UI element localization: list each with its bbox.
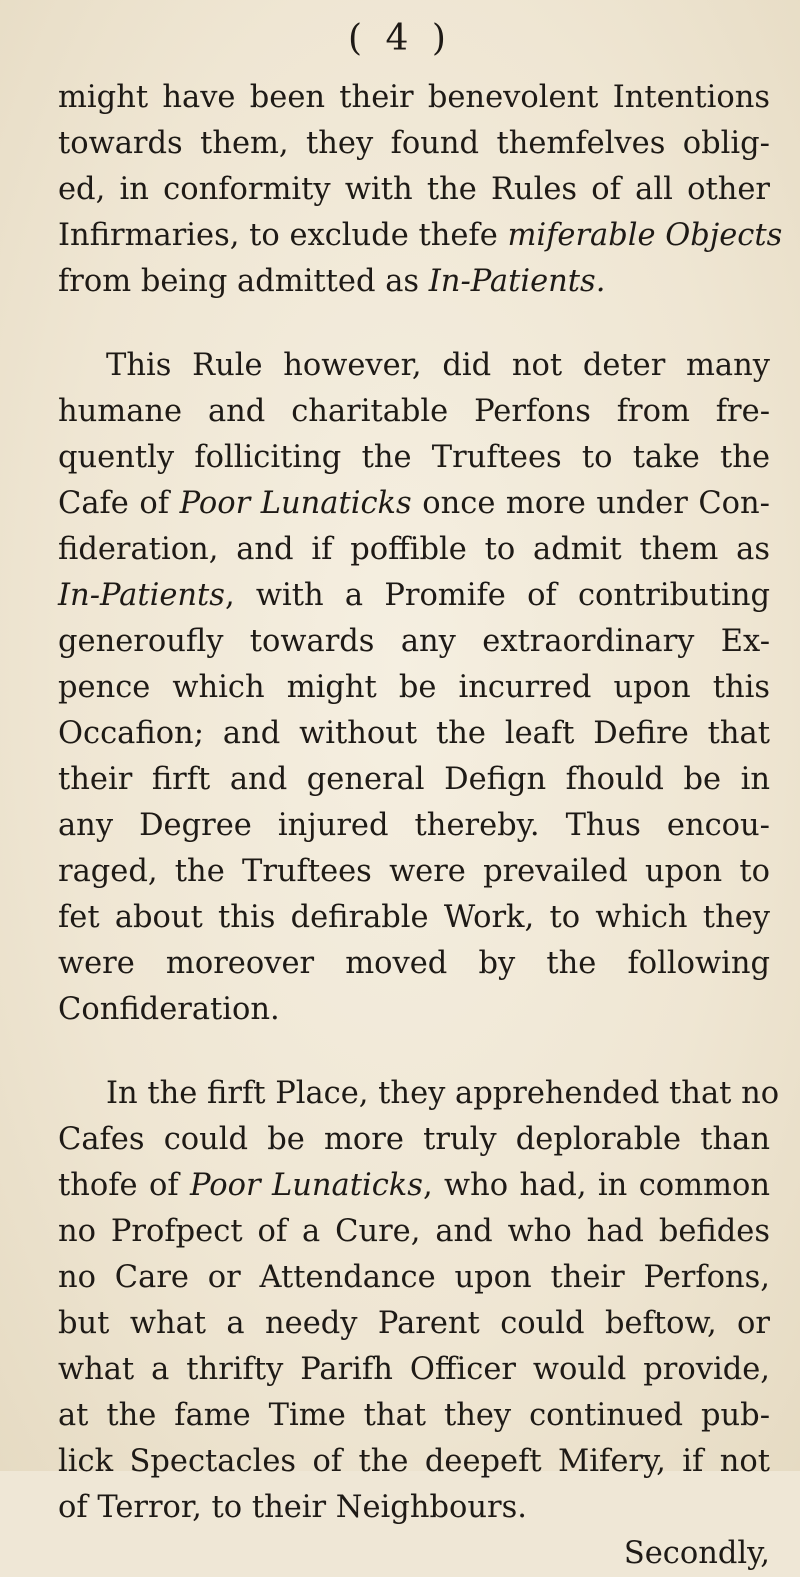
text-run: what a thrifty Parifh Officer would provide, <box>58 1352 770 1387</box>
text-line <box>58 1117 770 1163</box>
paragraph-gap <box>58 305 770 343</box>
text-line <box>58 167 770 213</box>
text-run: , with a Promife of contributing <box>224 578 770 613</box>
text-run: no Care or Attendance upon their Perfons, <box>58 1260 770 1295</box>
text-line <box>58 895 770 941</box>
body-text <box>58 75 783 1577</box>
text-line <box>58 1209 770 1255</box>
text-run: no Profpect of a Cure, and who had befides <box>58 1214 770 1249</box>
text-run: towards them, they found themfelves oblig- <box>58 126 770 161</box>
text-run: fideration, and if poffible to admit them as <box>58 532 770 567</box>
text-run: In the firft Place, they apprehended that no <box>106 1076 780 1111</box>
text-line <box>58 1393 770 1439</box>
italic-phrase: In-Patients <box>58 578 225 613</box>
text-line <box>58 1485 770 1531</box>
text-run: humane and charitable Perfons from fre- <box>58 394 770 429</box>
italic-phrase: Poor Lunaticks <box>179 486 412 521</box>
text-run: might have been their benevolent Intentions <box>58 80 770 115</box>
text-line <box>58 987 770 1033</box>
text-line <box>58 1439 770 1485</box>
text-line <box>58 75 770 121</box>
text-run: thofe of <box>58 1168 191 1203</box>
catchword: Secondly, <box>623 1536 770 1571</box>
text-run: quently folliciting the Truftees to take the <box>58 440 770 475</box>
text-run: generoufly towards any extraordinary Ex- <box>58 624 770 659</box>
text-line <box>58 619 770 665</box>
text-line <box>58 389 770 435</box>
text-run: of Terror, to their Neighbours. <box>58 1490 527 1525</box>
text-run: from being admitted as <box>58 264 429 299</box>
text-line <box>58 665 770 711</box>
text-run: Confideration. <box>58 992 280 1027</box>
text-line <box>58 121 770 167</box>
text-line <box>58 1163 770 1209</box>
text-run: once more under Con- <box>411 486 770 521</box>
text-run: raged, the Truftees were prevailed upon to <box>58 854 770 889</box>
text-line <box>58 1255 770 1301</box>
text-line <box>58 711 770 757</box>
text-run: ed, in conformity with the Rules of all other <box>58 172 770 207</box>
text-run: fet about this defirable Work, to which they <box>58 900 770 935</box>
text-run: at the fame Time that they continued pub- <box>58 1398 770 1433</box>
text-run: but what a needy Parent could beftow, or <box>58 1306 770 1341</box>
text-line <box>58 849 770 895</box>
text-line <box>58 435 770 481</box>
text-run: lick Spectacles of the deepeft Mifery, if not <box>58 1444 770 1479</box>
text-run: Cafes could be more truly deplorable than <box>58 1122 770 1157</box>
text-run: , who had, in common <box>422 1168 770 1203</box>
text-run: were moreover moved by the following <box>58 946 770 981</box>
italic-phrase: Poor Lunaticks <box>190 1168 423 1203</box>
paragraph-gap <box>58 1033 770 1071</box>
text-line <box>58 259 770 305</box>
text-run: Infirmaries, to exclude thefe <box>58 218 508 253</box>
paragraph <box>58 1071 780 1531</box>
text-line <box>58 481 770 527</box>
paragraph <box>58 75 783 305</box>
italic-phrase: In-Patients. <box>428 264 606 299</box>
text-run: their firft and general Defign fhould be in <box>58 762 770 797</box>
text-line <box>58 343 770 389</box>
text-line <box>58 803 770 849</box>
page-number: ( 4 ) <box>348 18 452 59</box>
text-line <box>58 1071 780 1117</box>
italic-phrase: miferable Objects <box>507 218 783 253</box>
text-run: Occafion; and without the leaft Defire that <box>58 716 770 751</box>
text-line <box>58 757 770 803</box>
text-line <box>58 527 770 573</box>
text-run: This Rule however, did not deter many <box>106 348 770 383</box>
text-line <box>58 573 770 619</box>
text-run: Cafe of <box>58 486 180 521</box>
text-line <box>58 1301 770 1347</box>
text-run: any Degree injured thereby. Thus encou- <box>58 808 770 843</box>
text-run: pence which might be incurred upon this <box>58 670 770 705</box>
text-line <box>58 213 783 259</box>
paragraph <box>58 343 770 1033</box>
text-line <box>58 941 770 987</box>
text-line <box>58 1347 770 1393</box>
